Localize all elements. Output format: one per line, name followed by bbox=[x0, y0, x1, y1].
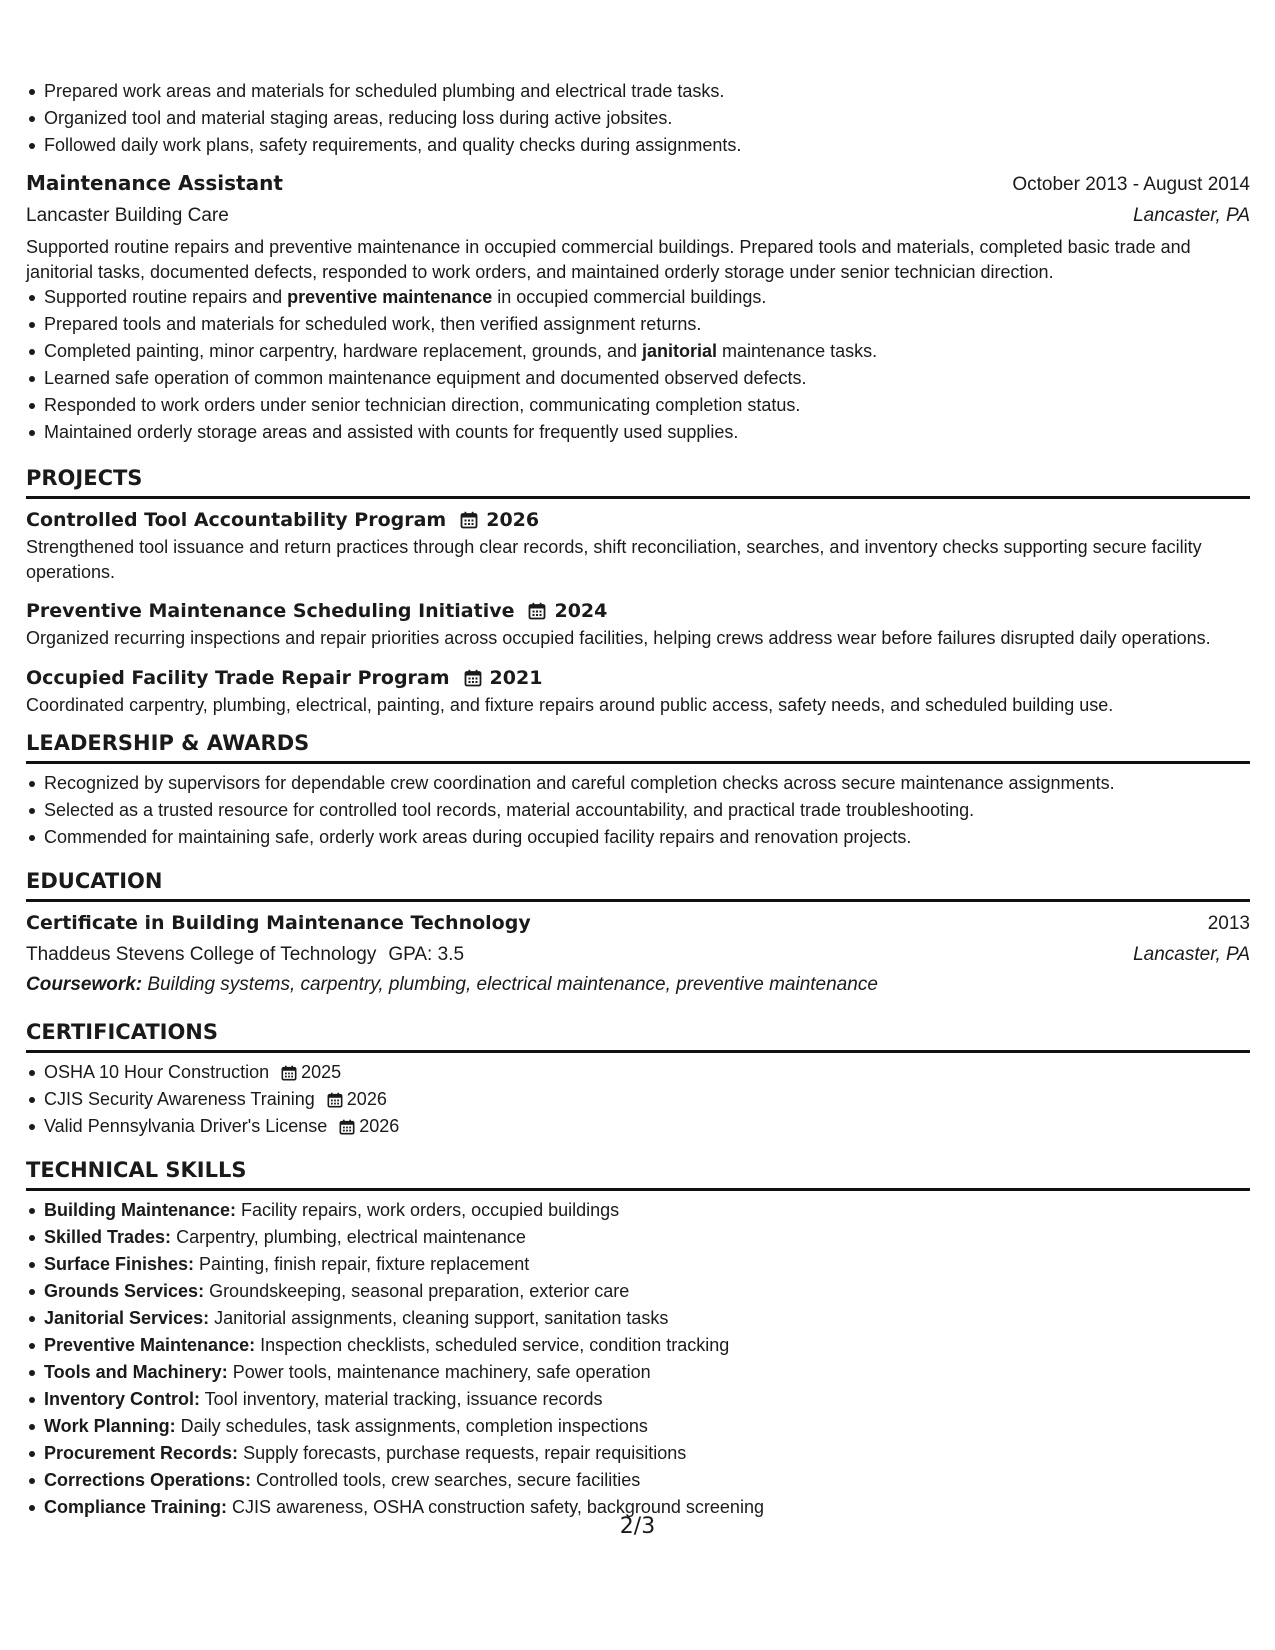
list-item: Building Maintenance: Facility repairs, work orders, occupied buildings bbox=[44, 1197, 1250, 1224]
list-item: Learned safe operation of common maintenance equipment and documented observed defects. bbox=[44, 365, 1250, 392]
project-year: 2024 bbox=[554, 600, 608, 622]
cert-name: CJIS Security Awareness Training bbox=[44, 1089, 315, 1109]
project-item bbox=[26, 505, 1250, 584]
section-heading: TECHNICAL SKILLS bbox=[26, 1156, 1250, 1191]
list-item: Completed painting, minor carpentry, hardware replacement, grounds, and janitorial maintenance tasks. bbox=[44, 338, 1250, 365]
project-description: Coordinated carpentry, plumbing, electrical, painting, and fixture repairs around public access, safety needs, and scheduled building use. bbox=[26, 694, 1114, 715]
list-item: Procurement Records: Supply forecasts, purchase requests, repair requisitions bbox=[44, 1440, 1250, 1467]
list-item: Commended for maintaining safe, orderly work areas during occupied facility repairs and renovation projects. bbox=[44, 824, 1250, 851]
list-item: Tools and Machinery: Power tools, maintenance machinery, safe operation bbox=[44, 1359, 1250, 1386]
list-item: Surface Finishes: Painting, finish repair, fixture replacement bbox=[44, 1251, 1250, 1278]
job-bullets bbox=[26, 284, 1250, 446]
section-heading: CERTIFICATIONS bbox=[26, 1018, 1250, 1053]
list-item: Prepared tools and materials for scheduled work, then verified assignment returns. bbox=[44, 311, 1250, 338]
list-item: Preventive Maintenance: Inspection checklists, scheduled service, condition tracking bbox=[44, 1332, 1250, 1359]
skills-list bbox=[26, 1197, 1250, 1521]
cert-name: Valid Pennsylvania Driver's License bbox=[44, 1116, 328, 1136]
skills-section bbox=[26, 1156, 1250, 1521]
calendar-icon bbox=[460, 511, 478, 529]
leadership-section bbox=[26, 729, 1250, 851]
list-item: Supported routine repairs and preventive maintenance in occupied commercial buildings. bbox=[44, 284, 1250, 311]
page-number: 2/3 bbox=[619, 1514, 656, 1539]
calendar-icon bbox=[339, 1119, 355, 1135]
cert-name: OSHA 10 Hour Construction bbox=[44, 1062, 270, 1082]
job-location: Lancaster, PA bbox=[1133, 205, 1250, 226]
list-item: Responded to work orders under senior technician direction, communicating completion status. bbox=[44, 392, 1250, 419]
education-section bbox=[26, 867, 1250, 1000]
list-item: Selected as a trusted resource for controlled tool records, material accountability, and practical trade troubleshooting. bbox=[44, 797, 1250, 824]
project-title: Controlled Tool Accountability Program bbox=[26, 509, 447, 531]
list-item: Janitorial Services: Janitorial assignments, cleaning support, sanitation tasks bbox=[44, 1305, 1250, 1332]
list-item: Organized tool and material staging areas, reducing loss during active jobsites. bbox=[44, 105, 1250, 132]
education-coursework: Coursework: Building systems, carpentry, plumbing, electrical maintenance, preventive maintenance bbox=[26, 974, 878, 995]
resume-page bbox=[26, 78, 1250, 1521]
calendar-icon bbox=[464, 669, 482, 687]
section-heading: EDUCATION bbox=[26, 867, 1250, 902]
job-company: Lancaster Building Care bbox=[26, 205, 229, 226]
list-item bbox=[44, 1113, 1250, 1140]
projects-section bbox=[26, 464, 1250, 717]
education-school-line bbox=[26, 940, 464, 970]
list-item: Corrections Operations: Controlled tools, crew searches, secure facilities bbox=[44, 1467, 1250, 1494]
cert-year: 2026 bbox=[359, 1116, 400, 1136]
list-item: Followed daily work plans, safety requirements, and quality checks during assignments. bbox=[44, 132, 1250, 159]
calendar-icon bbox=[281, 1065, 297, 1081]
job-summary: Supported routine repairs and preventive maintenance in occupied commercial buildings. Prepared tools and materials, completed basic trade and janitorial tasks, documented defects, responded to work orders, and maintained orderly storage under senior technician direction. bbox=[26, 237, 1191, 282]
cert-year: 2026 bbox=[346, 1089, 387, 1109]
list-item: Recognized by supervisors for dependable crew coordination and careful completion checks across secure maintenance assignments. bbox=[44, 770, 1250, 797]
education-gpa: GPA: 3.5 bbox=[388, 944, 465, 965]
project-title: Preventive Maintenance Scheduling Initiative bbox=[26, 600, 515, 622]
project-item bbox=[26, 596, 1250, 651]
education-location: Lancaster, PA bbox=[1133, 944, 1250, 965]
list-item: Work Planning: Daily schedules, task assignments, completion inspections bbox=[44, 1413, 1250, 1440]
project-title: Occupied Facility Trade Repair Program bbox=[26, 666, 450, 689]
section-heading: PROJECTS bbox=[26, 464, 1250, 499]
calendar-icon bbox=[528, 602, 546, 620]
experience-continued-list bbox=[26, 78, 1250, 159]
job-dates: October 2013 - August 2014 bbox=[1012, 174, 1250, 195]
project-item bbox=[26, 663, 1250, 718]
project-description: Organized recurring inspections and repair priorities across occupied facilities, helping crews address wear before failures disrupted daily operations. bbox=[26, 628, 1211, 648]
certifications-list bbox=[26, 1059, 1250, 1140]
job-entry bbox=[26, 167, 1250, 446]
education-year: 2013 bbox=[1207, 913, 1250, 934]
project-year: 2021 bbox=[489, 666, 543, 689]
section-heading: LEADERSHIP & AWARDS bbox=[26, 729, 1250, 764]
list-item: Inventory Control: Tool inventory, material tracking, issuance records bbox=[44, 1386, 1250, 1413]
list-item: Skilled Trades: Carpentry, plumbing, electrical maintenance bbox=[44, 1224, 1250, 1251]
education-school: Thaddeus Stevens College of Technology bbox=[26, 944, 377, 965]
cert-year: 2025 bbox=[301, 1062, 342, 1082]
leadership-list bbox=[26, 770, 1250, 851]
list-item bbox=[44, 1086, 1250, 1113]
list-item: Maintained orderly storage areas and assisted with counts for frequently used supplies. bbox=[44, 419, 1250, 446]
project-description: Strengthened tool issuance and return practices through clear records, shift reconciliation, searches, and inventory checks supporting secure facility operations. bbox=[26, 537, 1202, 582]
job-title: Maintenance Assistant bbox=[26, 171, 283, 195]
calendar-icon bbox=[327, 1092, 343, 1108]
education-degree: Certificate in Building Maintenance Technology bbox=[26, 912, 531, 934]
list-item: Prepared work areas and materials for scheduled plumbing and electrical trade tasks. bbox=[44, 78, 1250, 105]
list-item: Grounds Services: Groundskeeping, seasonal preparation, exterior care bbox=[44, 1278, 1250, 1305]
list-item: Compliance Training: CJIS awareness, OSHA construction safety, background screening bbox=[44, 1494, 1250, 1521]
certifications-section bbox=[26, 1018, 1250, 1140]
project-year: 2026 bbox=[486, 509, 540, 531]
list-item bbox=[44, 1059, 1250, 1086]
